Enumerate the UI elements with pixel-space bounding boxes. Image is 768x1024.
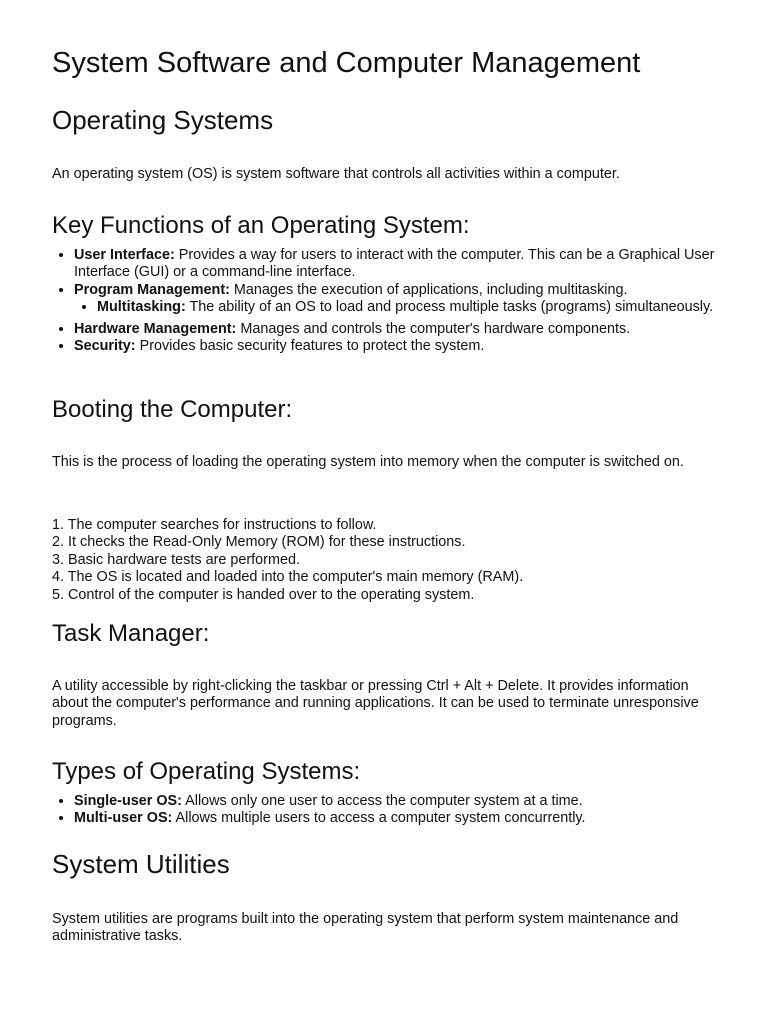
item-text: Manages the execution of applications, including multitasking.: [229, 281, 628, 298]
booting-steps: [52, 517, 722, 604]
booting-step: 3. Basic hardware tests are performed.: [52, 551, 300, 568]
heading-key-functions: Key Functions of an Operating System:: [52, 212, 470, 239]
list-item: [74, 282, 744, 317]
types-list: [52, 793, 744, 828]
heading-operating-systems: Operating Systems: [52, 105, 274, 135]
booting-intro-paragraph: This is the process of loading the operating system into memory when the computer is switched on.: [52, 454, 684, 470]
list-item: [74, 338, 744, 355]
booting-step: 1. The computer searches for instructions to follow.: [52, 517, 377, 533]
heading-task-manager: Task Manager:: [52, 620, 210, 647]
item-text: Manages and controls the computer's hardware components.: [236, 320, 631, 337]
booting-step: 5. Control of the computer is handed over to the operating system.: [52, 586, 475, 603]
item-text: The ability of an OS to load and process multiple tasks (programs) simultaneously.: [185, 299, 714, 316]
booting-step: 4. The OS is located and loaded into the computer's main memory (RAM).: [52, 569, 524, 586]
heading-booting: Booting the Computer:: [52, 396, 293, 423]
list-item: [74, 247, 744, 282]
page-title: System Software and Computer Management: [52, 47, 641, 79]
booting-step: 2. It checks the Read-Only Memory (ROM) for these instructions.: [52, 534, 466, 551]
list-item: [97, 299, 744, 316]
item-text: Provides basic security features to protect the system.: [135, 338, 485, 355]
heading-types: Types of Operating Systems:: [52, 758, 361, 785]
item-term: Security:: [74, 338, 136, 355]
list-item: [74, 793, 744, 810]
item-text: Provides a way for users to interact with the computer. This can be a Graphical User Interface (GUI) or a command-line interface.: [74, 247, 715, 281]
item-term: Program Management:: [74, 281, 230, 298]
nested-list: [74, 299, 744, 316]
item-term: Multi-user OS:: [74, 810, 173, 827]
task-manager-paragraph: A utility accessible by right-clicking the taskbar or pressing Ctrl + Alt + Delete. It provides information about the computer's performance and running applications. It can be used to terminate unresponsive programs.: [52, 678, 699, 729]
key-functions-list: [52, 247, 744, 355]
os-intro-paragraph: An operating system (OS) is system software that controls all activities within a computer.: [52, 166, 620, 182]
item-text: Allows multiple users to access a computer system concurrently.: [172, 810, 586, 827]
item-term: User Interface:: [74, 247, 175, 263]
item-text: Allows only one user to access the computer system at a time.: [181, 793, 583, 809]
item-term: Hardware Management:: [74, 320, 237, 337]
heading-system-utilities: System Utilities: [52, 849, 230, 879]
utilities-paragraph: System utilities are programs built into the operating system that perform system maintenance and administrative tasks.: [52, 911, 679, 945]
item-term: Multitasking:: [97, 299, 186, 316]
list-item: [74, 810, 744, 827]
list-item: [74, 321, 744, 338]
item-term: Single-user OS:: [74, 793, 182, 809]
